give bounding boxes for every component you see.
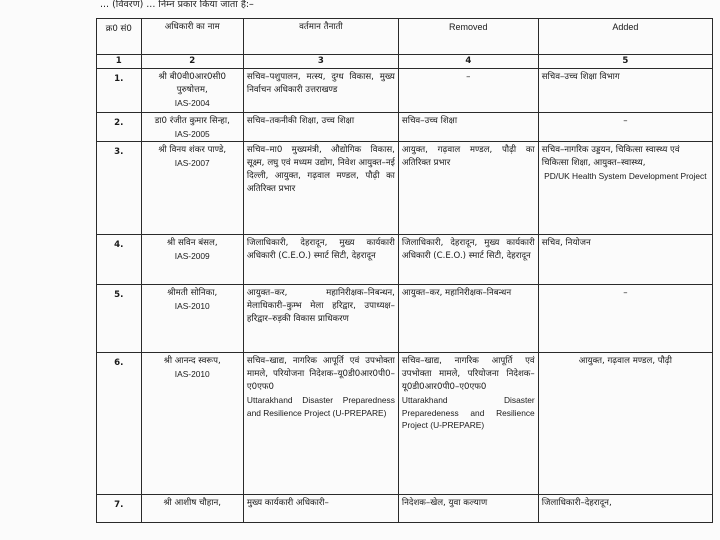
- removed-cell: [398, 68, 538, 112]
- officer-name-cell: [141, 68, 243, 112]
- removed-text: –: [466, 71, 471, 82]
- table-row: [97, 285, 713, 353]
- column-number: 1: [97, 55, 142, 69]
- header-added: Added: [538, 19, 712, 55]
- added-cell: जिलाधिकारी–देहरादून,: [538, 495, 712, 523]
- row-serial: 3.: [97, 142, 142, 235]
- officer-name-cell: [141, 142, 243, 235]
- column-number: 5: [538, 55, 712, 69]
- added-cell: आयुक्त, गढ़वाल मण्डल, पौढ़ी: [538, 353, 712, 495]
- posting-table: [96, 18, 713, 523]
- officer-batch: IAS-2010: [174, 369, 210, 380]
- officer-name: डा0 रंजीत कुमार सिन्हा,: [154, 115, 230, 126]
- header-current-posting: वर्तमान तैनाती: [243, 19, 398, 55]
- removed-cell: निदेशक–खेल, युवा कल्याण: [398, 495, 538, 523]
- column-number-row: [97, 55, 713, 69]
- officer-batch: IAS-2010: [174, 301, 210, 312]
- officer-name: श्रीमती सोनिका,: [167, 288, 218, 299]
- added-latin-text: PD/UK Health System Development Project: [544, 171, 707, 182]
- officer-name: श्री आशीष चौहान,: [163, 498, 222, 509]
- officer-name-cell: [141, 353, 243, 495]
- table-row: [97, 353, 713, 495]
- officer-name: श्री विनय शंकर पाण्डे,: [158, 145, 227, 156]
- added-cell: [538, 285, 712, 353]
- added-text: –: [623, 115, 628, 126]
- header-officer-name: अधिकारी का नाम: [141, 19, 243, 55]
- officer-name-cell: [141, 495, 243, 523]
- removed-cell: आयुक्त–कर, महानिरीक्षक–निबन्धन: [398, 285, 538, 353]
- current-posting-cell: सचिव–मा0 मुख्यमंत्री, औद्योगिक विकास, सूक्ष्म, लघु एवं मध्यम उद्योग, निवेश आयुक्त–नई दिल्ली, आयुक्त, गढ़वाल मण्डल, पौढ़ी का अतिरिक्त प्रभार: [243, 142, 398, 235]
- table-row: [97, 68, 713, 112]
- added-cell: सचिव–उच्च शिक्षा विभाग: [538, 68, 712, 112]
- officer-name-cell: [141, 112, 243, 142]
- table-row: [97, 235, 713, 285]
- row-serial: 6.: [97, 353, 142, 495]
- officer-batch: IAS-2005: [174, 128, 210, 139]
- added-cell: सचिव, नियोजन: [538, 235, 712, 285]
- officer-batch: IAS-2004: [174, 97, 210, 108]
- current-posting-cell: [243, 353, 398, 495]
- added-text: –: [623, 288, 628, 299]
- current-posting-cell: आयुक्त–कर, महानिरीक्षक–निबन्धन, मेलाधिकारी–कुम्भ मेला हरिद्वार, उपाध्यक्ष–हरिद्वार–रुड़की विकास प्राधिकरण: [243, 285, 398, 353]
- removed-cell: [398, 353, 538, 495]
- row-serial: 1.: [97, 68, 142, 112]
- header-serial: क्र0 सं0: [97, 19, 142, 55]
- added-cell: [538, 112, 712, 142]
- removed-latin-text: Uttarakhand Disaster Preparedeness and Resilience Project (U-PREPARE): [401, 395, 535, 431]
- removed-text: सचिव–खाद्य, नागरिक आपूर्ति एवं उपभोक्ता मामले, परियोजना निदेशक–यू0डी0आर0पी0–ए0एफ0: [401, 356, 535, 393]
- row-serial: 7.: [97, 495, 142, 523]
- officer-batch: IAS-2009: [174, 251, 210, 262]
- row-serial: 4.: [97, 235, 142, 285]
- column-number: 2: [141, 55, 243, 69]
- officer-name-cell: [141, 285, 243, 353]
- table-row: [97, 142, 713, 235]
- table-header-row: [97, 19, 713, 55]
- current-posting-cell: सचिव–पशुपालन, मत्स्य, दुग्ध विकास, मुख्य निर्वाचन अधिकारी उत्तराखण्ड: [243, 68, 398, 112]
- officer-name: श्री सविन बंसल,: [166, 238, 218, 249]
- officer-name: श्री बी0वी0आर0सी0 पुरुषोत्तम,: [158, 71, 226, 95]
- current-posting-text: सचिव–खाद्य, नागरिक आपूर्ति एवं उपभोक्ता मामले, परियोजना निदेशक–यू0डी0आर0पी0–ए0एफ0: [246, 356, 395, 393]
- removed-cell: सचिव–उच्च शिक्षा: [398, 112, 538, 142]
- officer-name-cell: [141, 235, 243, 285]
- column-number: 4: [398, 55, 538, 69]
- current-posting-cell: सचिव–तकनीकी शिक्षा, उच्च शिक्षा: [243, 112, 398, 142]
- row-serial: 2.: [97, 112, 142, 142]
- officer-batch: IAS-2007: [174, 158, 210, 169]
- table-row: [97, 495, 713, 523]
- table-row: [97, 112, 713, 142]
- officer-name: श्री आनन्द स्वरूप,: [163, 356, 221, 367]
- removed-cell: आयुक्त, गढ़वाल मण्डल, पौढ़ी का अतिरिक्त प्रभार: [398, 142, 538, 235]
- added-cell: [538, 142, 712, 235]
- top-line-text: ... (विवरण) ... निम्न प्रकार किया जाता है:–: [100, 0, 254, 9]
- current-posting-latin-text: Uttarakhand Disaster Preparedness and Resilience Project (U-PREPARE): [246, 395, 395, 418]
- added-text: सचिव–नागरिक उड्डयन, चिकित्सा स्वास्थ्य एवं चिकित्सा शिक्षा, आयुक्त–स्वास्थ्य,: [541, 145, 680, 169]
- row-serial: 5.: [97, 285, 142, 353]
- removed-cell: जिलाधिकारी, देहरादून, मुख्य कार्यकारी अधिकारी (C.E.O.) स्मार्ट सिटी, देहरादून: [398, 235, 538, 285]
- current-posting-cell: जिलाधिकारी, देहरादून, मुख्य कार्यकारी अधिकारी (C.E.O.) स्मार्ट सिटी, देहरादून: [243, 235, 398, 285]
- column-number: 3: [243, 55, 398, 69]
- header-removed: Removed: [398, 19, 538, 55]
- current-posting-cell: मुख्य कार्यकारी अधिकारी–: [243, 495, 398, 523]
